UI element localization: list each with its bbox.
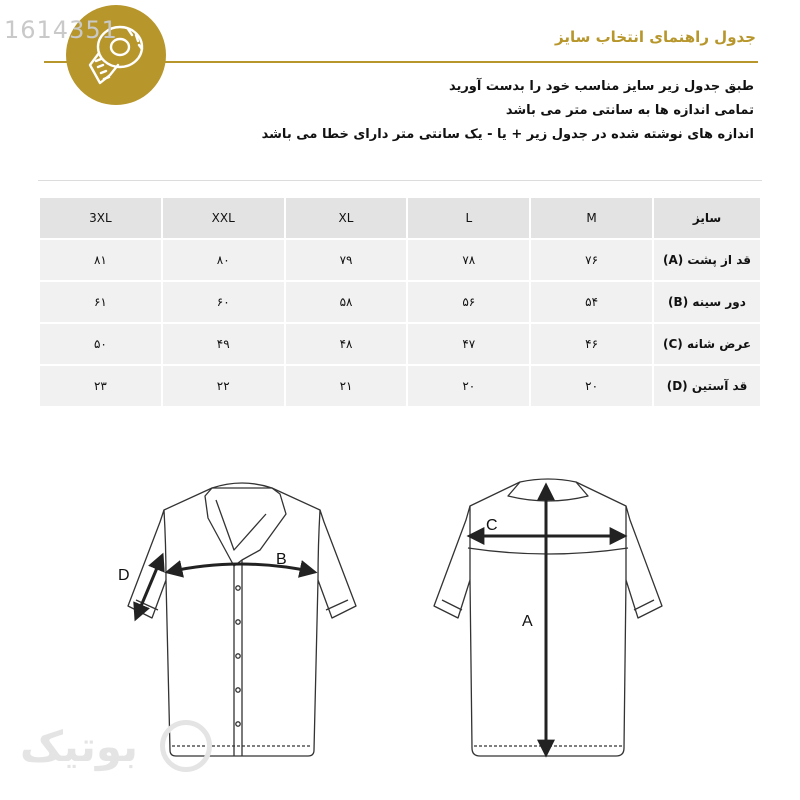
- table-row: [39, 239, 761, 281]
- table-cell: ۷۹: [285, 239, 408, 281]
- sleeve-measure-label: D: [118, 567, 130, 584]
- table-cell: ۲۳: [39, 365, 162, 407]
- table-cell: ۴۹: [162, 323, 285, 365]
- notes-list: [262, 76, 754, 148]
- table-cell: ۲۲: [162, 365, 285, 407]
- table-row: [39, 281, 761, 323]
- row-label: عرض شانه (C): [653, 323, 761, 365]
- table-cell: ۴۷: [407, 323, 530, 365]
- table-cell: ۷۸: [407, 239, 530, 281]
- row-label: قد آستین (D): [653, 365, 761, 407]
- shoulder-measure-label: C: [486, 517, 498, 534]
- table-cell: ۵۰: [39, 323, 162, 365]
- front-shirt-drawing: [128, 483, 356, 756]
- size-header-label: سایز: [653, 197, 761, 239]
- table-cell: ۶۰: [162, 281, 285, 323]
- table-cell: ۸۱: [39, 239, 162, 281]
- size-header: XXL: [162, 197, 285, 239]
- section-divider: [38, 180, 762, 181]
- back-shirt-drawing: [434, 479, 662, 756]
- site-watermark-logo: [160, 720, 212, 772]
- row-label: قد از پشت (A): [653, 239, 761, 281]
- table-row: [39, 365, 761, 407]
- size-table: [38, 196, 762, 408]
- note-item: اندازه های نوشته شده در جدول زیر + یا - یک سانتی متر دارای خطا می باشد: [261, 127, 754, 142]
- size-header: XL: [285, 197, 408, 239]
- size-header: 3XL: [39, 197, 162, 239]
- length-measure-label: A: [522, 613, 533, 630]
- table-cell: ۲۰: [530, 365, 653, 407]
- site-watermark: بوتیک: [20, 722, 139, 771]
- table-cell: ۷۶: [530, 239, 653, 281]
- table-cell: ۸۰: [162, 239, 285, 281]
- size-header: L: [407, 197, 530, 239]
- table-cell: ۴۶: [530, 323, 653, 365]
- chest-measure-label: B: [276, 551, 287, 568]
- table-header-row: [39, 197, 761, 239]
- size-header: M: [530, 197, 653, 239]
- row-label: دور سینه (B): [653, 281, 761, 323]
- note-item: تمامی اندازه ها به سانتی متر می باشد: [505, 103, 754, 118]
- table-cell: ۴۸: [285, 323, 408, 365]
- table-cell: ۶۱: [39, 281, 162, 323]
- table-cell: ۲۰: [407, 365, 530, 407]
- product-id-watermark: 1614351: [4, 16, 118, 44]
- page-title: جدول راهنمای انتخاب سایز: [555, 28, 756, 46]
- table-row: [39, 323, 761, 365]
- table-cell: ۲۱: [285, 365, 408, 407]
- note-item: طبق جدول زیر سایز مناسب خود را بدست آورید: [448, 79, 754, 94]
- table-cell: ۵۶: [407, 281, 530, 323]
- table-cell: ۵۴: [530, 281, 653, 323]
- table-cell: ۵۸: [285, 281, 408, 323]
